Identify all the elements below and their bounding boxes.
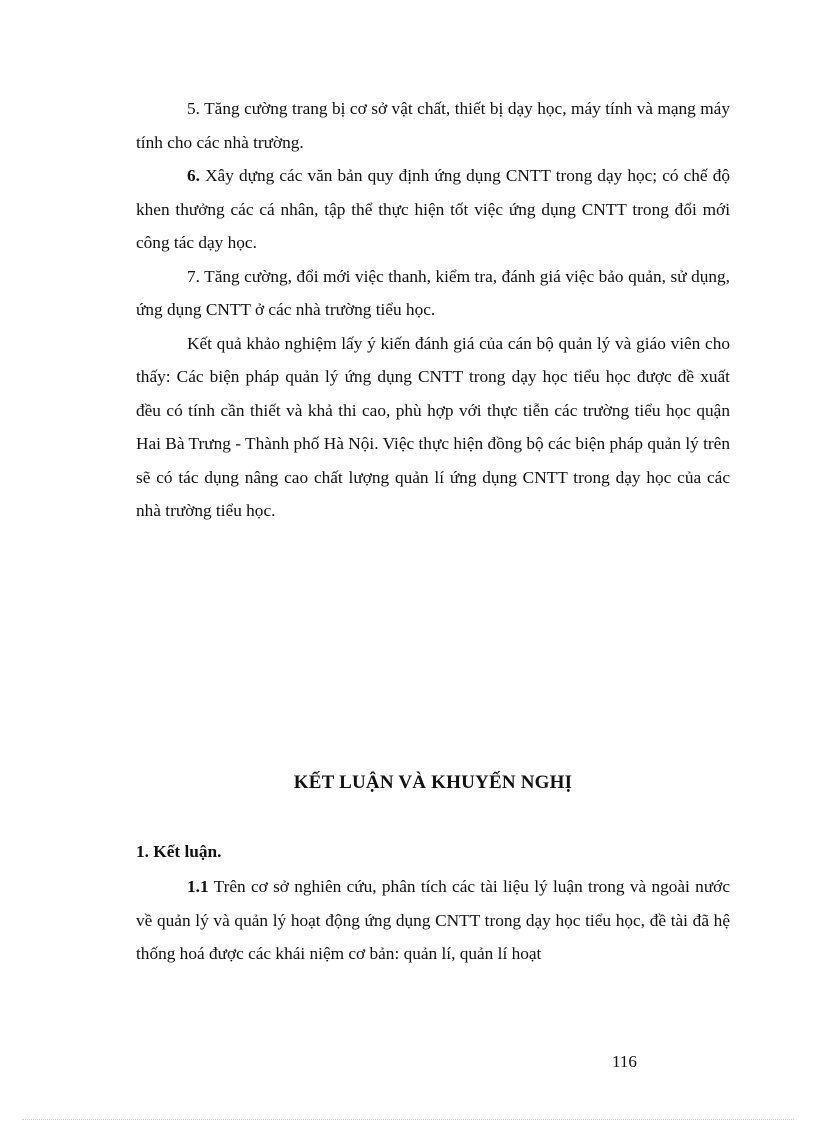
- conclusion-section: [136, 870, 730, 971]
- paragraph-conclusion-1-1: [136, 870, 730, 971]
- paragraph-lead-number: 6.: [187, 166, 200, 185]
- paragraph-lead-number: 1.1: [187, 877, 209, 896]
- page-number: 116: [612, 1052, 637, 1071]
- paragraph-text: Trên cơ sở nghiên cứu, phân tích các tài liệu lý luận trong và ngoài nước về quản lý và quản lý hoạt động ứng dụng CNTT trong dạy học tiểu học, đề tài đã hệ thống hoá được các khái niệm cơ bản: quản lí, quản lí hoạt: [136, 877, 730, 963]
- paragraph-text: Xây dựng các văn bản quy định ứng dụng CNTT trong dạy học; có chế độ khen thưởng các cá nhân, tập thể thực hiện tốt việc ứng dụng CNTT trong đổi mới công tác dạy học.: [136, 166, 730, 252]
- paragraph-measure-6: [136, 159, 730, 260]
- page-bottom-divider: [22, 1119, 794, 1120]
- paragraph-text: 7. Tăng cường, đổi mới việc thanh, kiểm tra, đánh giá việc bảo quản, sử dụng, ứng dụng CNTT ở các nhà trường tiểu học.: [136, 266, 730, 319]
- section-title: KẾT LUẬN VÀ KHUYẾN NGHỊ: [293, 772, 573, 793]
- paragraph-measure-5: [136, 92, 730, 159]
- paragraph-text: 5. Tăng cường trang bị cơ sở vật chất, thiết bị dạy học, máy tính và mạng máy tính cho các nhà trường.: [136, 99, 730, 152]
- paragraph-survey-result: [136, 327, 730, 528]
- paragraph-text: Kết quả khảo nghiệm lấy ý kiến đánh giá của cán bộ quản lý và giáo viên cho thấy: Các biện pháp quản lý ứng dụng CNTT trong dạy học tiểu học được đề xuất đều có tính cần thiết và khả thi cao, phù hợp với thực tiễn các trường tiểu học quận Hai Bà Trưng - Thành phố Hà Nội. Việc thực hiện đồng bộ các biện pháp quản lý trên sẽ có tác dụng nâng cao chất lượng quản lí ứng dụng CNTT trong dạy học của các nhà trường tiểu học.: [136, 333, 730, 520]
- paragraph-measure-7: [136, 260, 730, 327]
- subheading-conclusion: 1. Kết luận.: [136, 842, 222, 861]
- measures-section: [136, 92, 730, 528]
